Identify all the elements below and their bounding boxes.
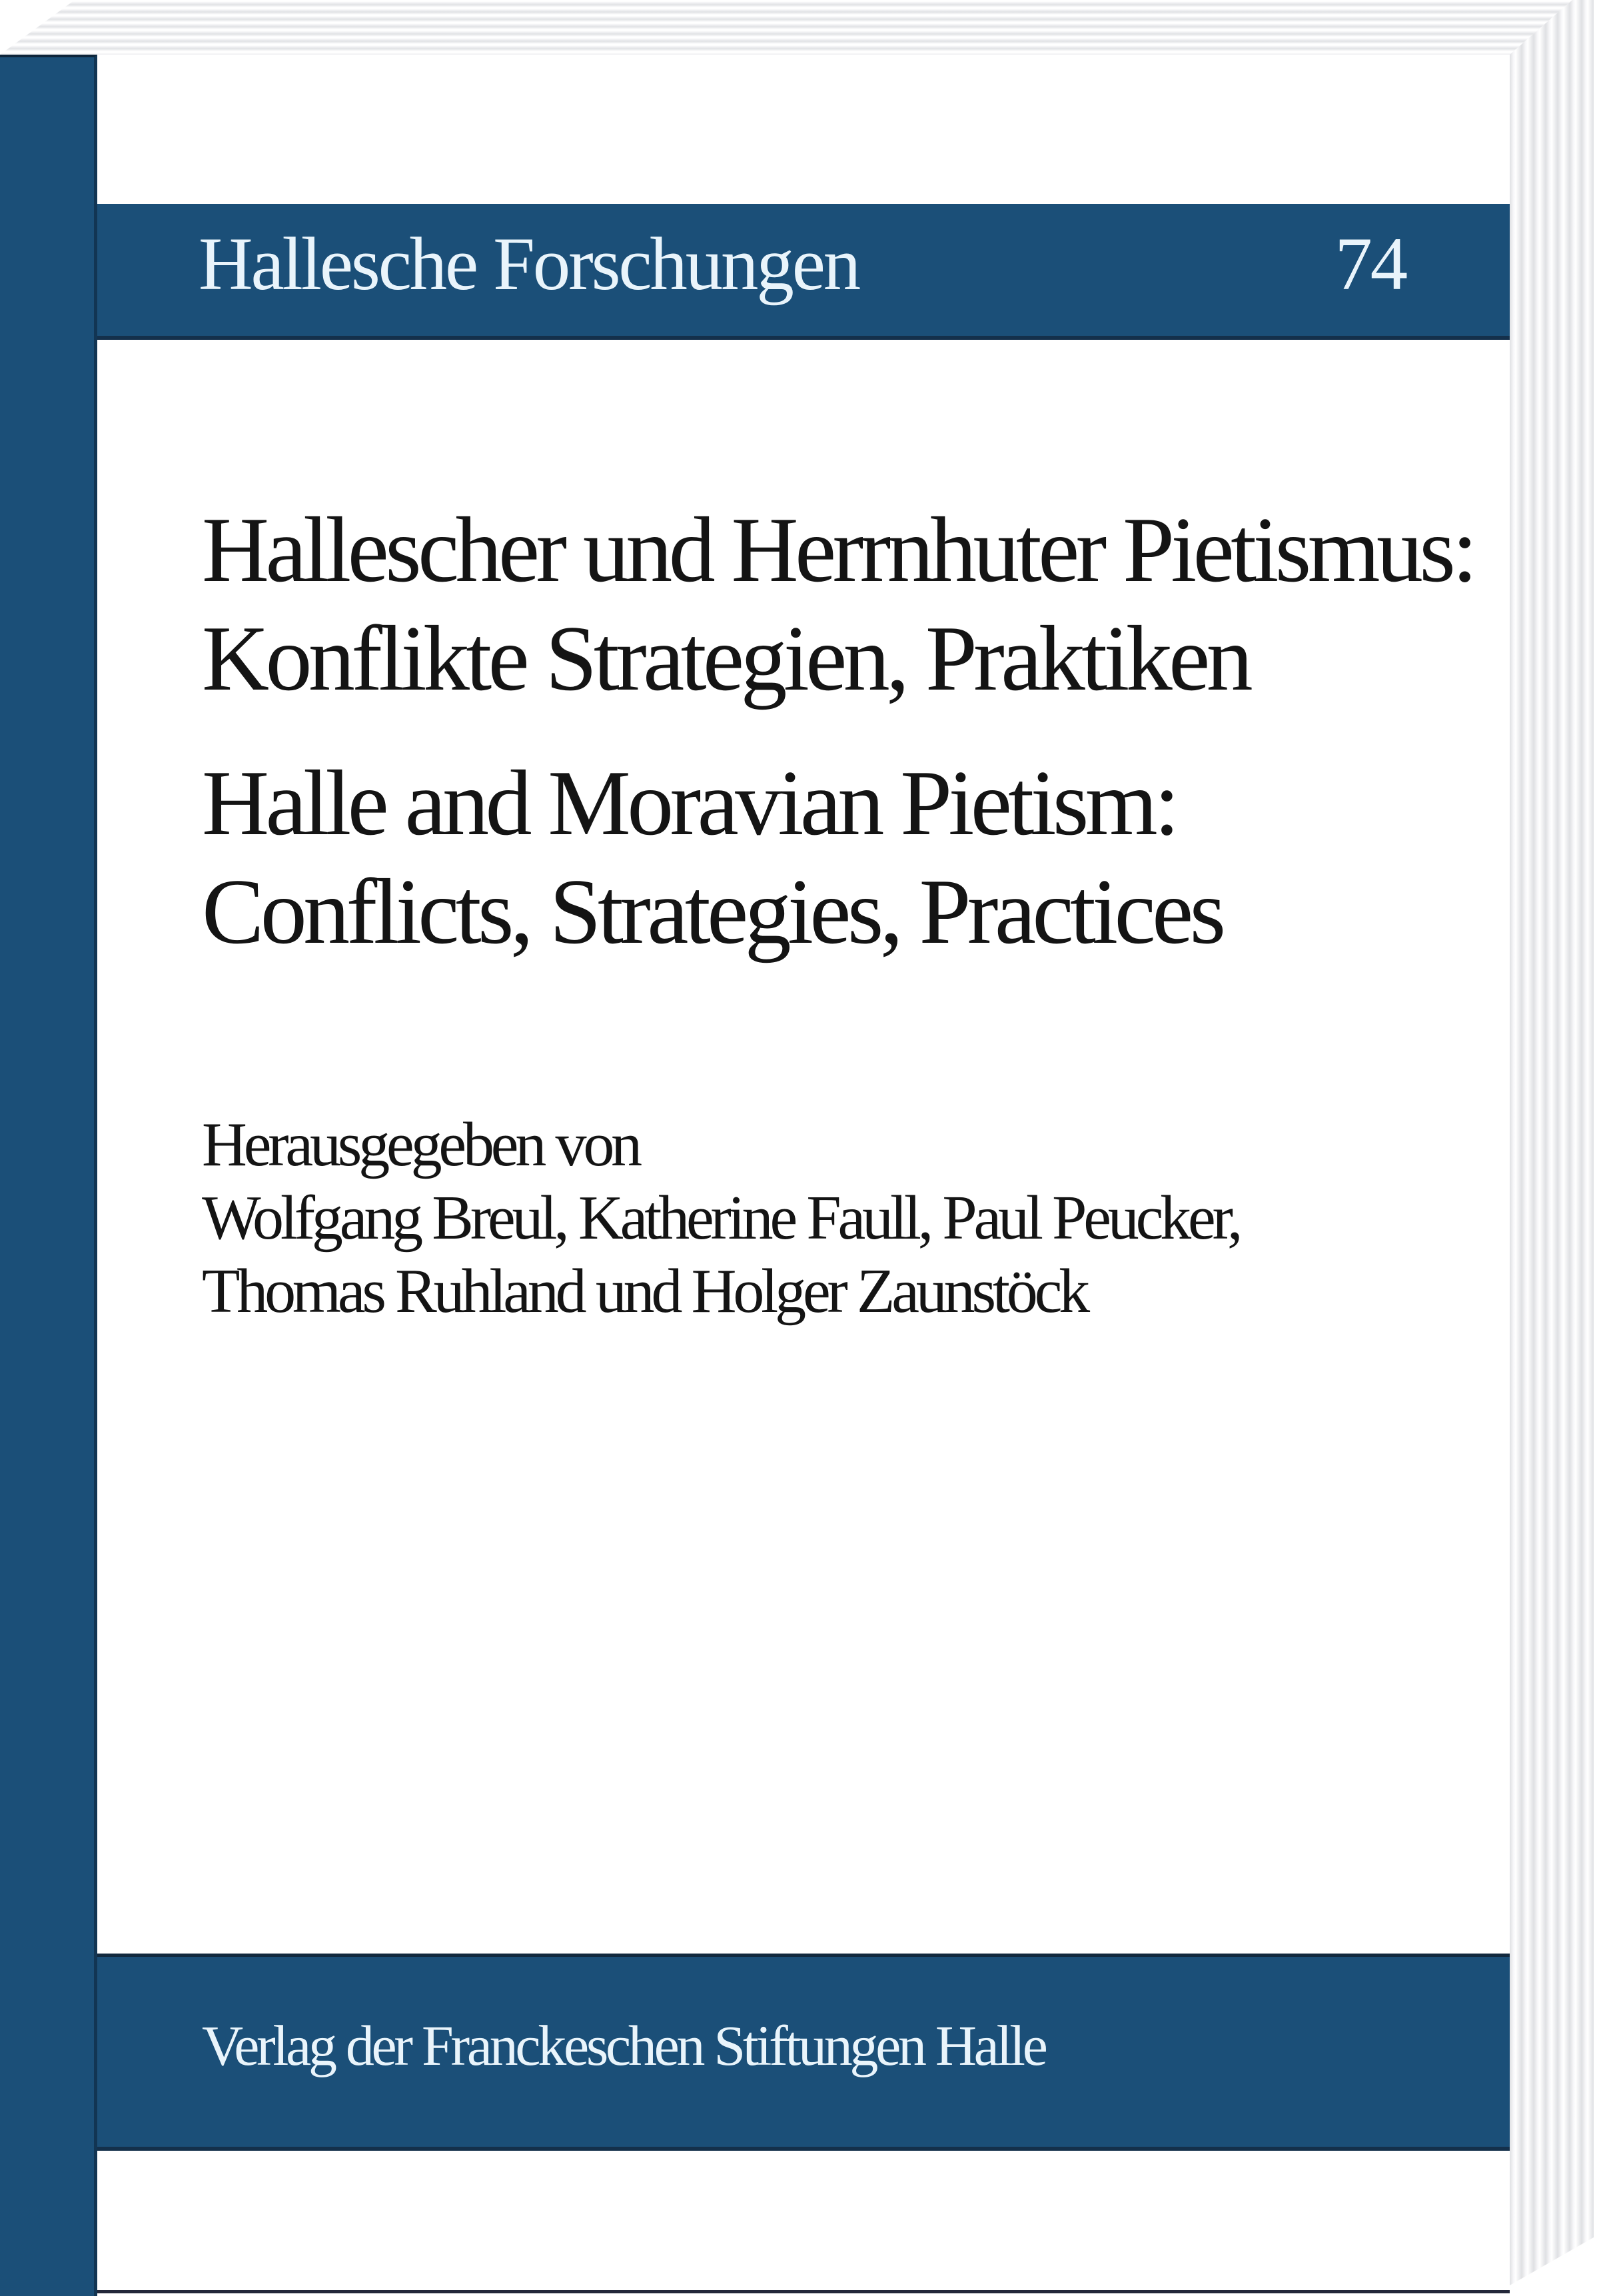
title-english-line2: Conflicts, Strategies, Practices <box>202 860 1223 963</box>
cover-bottom-edge <box>97 2290 1510 2293</box>
title-english-line1: Halle and Moravian Pietism: <box>202 752 1177 855</box>
editors-intro: Herausgegeben von <box>202 1110 639 1179</box>
title-german <box>202 496 1474 713</box>
editors-line1: Wolfgang Breul, Katherine Faull, Paul Peucker, <box>202 1183 1240 1253</box>
book-spine <box>0 55 97 2296</box>
title-german-line2: Konflikte Strategien, Praktiken <box>202 607 1250 710</box>
editors-block <box>202 1108 1239 1328</box>
publisher-band <box>97 1954 1510 2151</box>
page-edges-right <box>1510 0 1594 2296</box>
series-title: Hallesche Forschungen <box>199 223 859 306</box>
series-number: 74 <box>1334 223 1406 306</box>
series-band <box>97 204 1510 340</box>
editors-line2: Thomas Ruhland und Holger Zaunstöck <box>202 1257 1087 1326</box>
title-english <box>202 749 1223 966</box>
publisher-name: Verlag der Franckeschen Stiftungen Halle <box>202 2013 1045 2077</box>
title-german-line1: Hallescher und Herrnhuter Pietismus: <box>202 498 1474 602</box>
front-cover <box>97 55 1510 2294</box>
page-edges-top <box>0 0 1594 55</box>
